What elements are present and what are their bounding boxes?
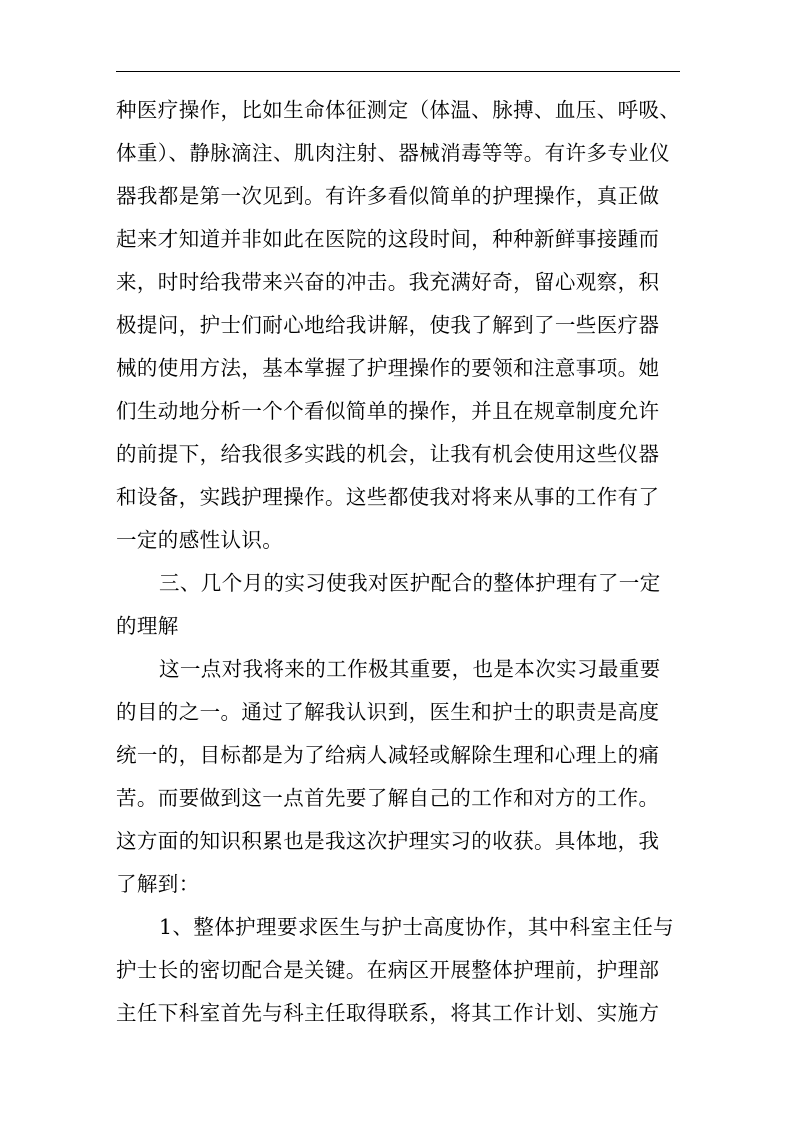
- text-line: 体重）、静脉滴注、肌肉注射、器械消毒等等。有许多专业仪: [116, 141, 671, 165]
- text-line: 这方面的知识积累也是我这次护理实习的收获。具体地，我: [116, 829, 660, 853]
- section-heading-line: 三、几个月的实习使我对医护配合的整体护理有了一定: [159, 571, 661, 595]
- text-line: 和设备，实践护理操作。这些都使我对将来从事的工作有了: [116, 485, 660, 509]
- list-item-line: 1、整体护理要求医生与护士高度协作，其中科室主任与: [159, 915, 675, 939]
- text-line: 来，时时给我带来兴奋的冲击。我充满好奇，留心观察，积: [116, 270, 660, 294]
- text-line: 了解到：: [116, 872, 200, 896]
- text-line: 械的使用方法，基本掌握了护理操作的要领和注意事项。她: [116, 356, 660, 380]
- text-line: 的前提下，给我很多实践的机会，让我有机会使用这些仪器: [116, 442, 660, 466]
- text-line: 器我都是第一次见到。有许多看似简单的护理操作，真正做: [116, 184, 660, 208]
- header-rule: [116, 71, 680, 72]
- text-line: 一定的感性认识。: [116, 528, 284, 552]
- text-line: 们生动地分析一个个看似简单的操作，并且在规章制度允许: [116, 399, 660, 423]
- text-line: 这一点对我将来的工作极其重要，也是本次实习最重要: [159, 657, 661, 681]
- text-line: 种医疗操作，比如生命体征测定（体温、脉搏、血压、呼吸、: [116, 98, 681, 122]
- text-line: 起来才知道并非如此在医院的这段时间，种种新鲜事接踵而: [116, 227, 660, 251]
- text-line: 护士长的密切配合是关键。在病区开展整体护理前，护理部: [116, 958, 660, 982]
- text-line: 统一的，目标都是为了给病人减轻或解除生理和心理上的痛: [116, 743, 660, 767]
- section-heading-line: 的理解: [116, 614, 179, 638]
- text-line: 极提问，护士们耐心地给我讲解，使我了解到了一些医疗器: [116, 313, 660, 337]
- text-line: 苦。而要做到这一点首先要了解自己的工作和对方的工作。: [116, 786, 660, 810]
- text-line: 主任下科室首先与科主任取得联系，将其工作计划、实施方: [116, 1001, 660, 1025]
- text-line: 的目的之一。通过了解我认识到，医生和护士的职责是高度: [116, 700, 660, 724]
